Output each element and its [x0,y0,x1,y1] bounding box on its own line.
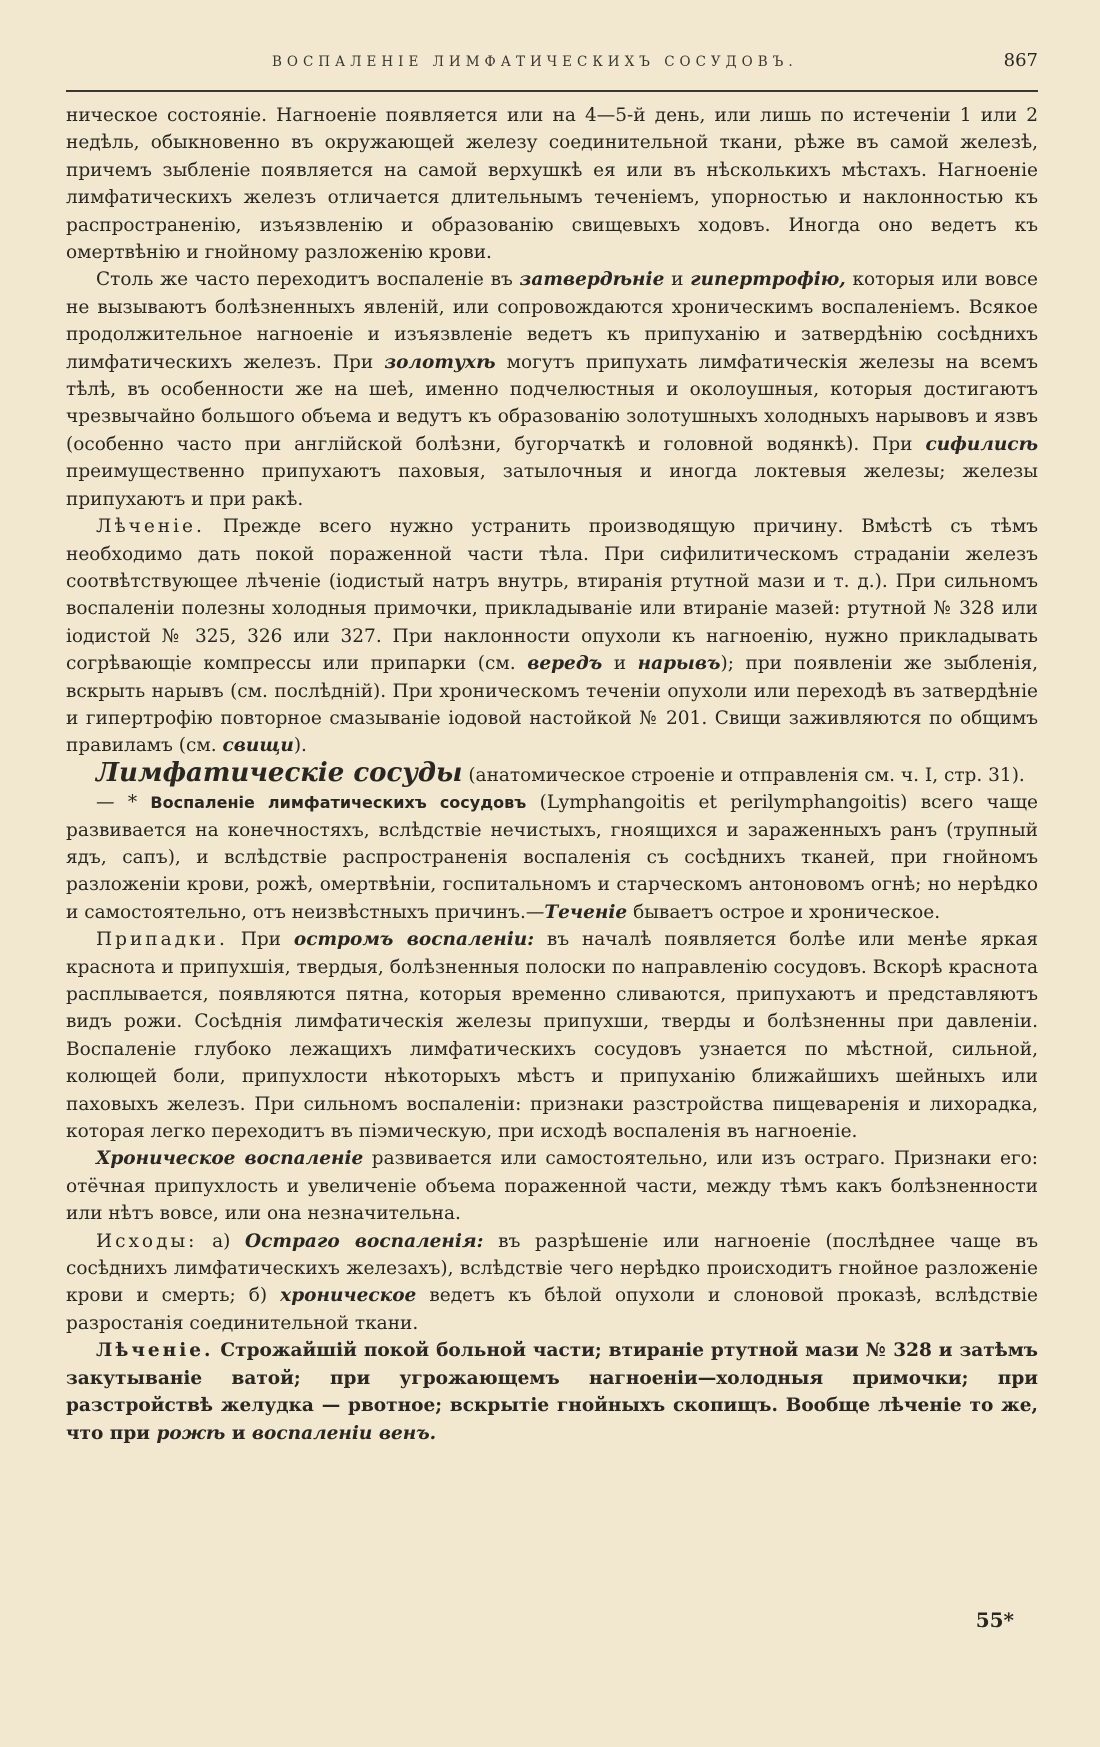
header-rule [66,90,1038,92]
paragraph-outcomes: Исходы: а) Остраго воспаленія: въ разрѣшеніе или нагноеніе (послѣднее чаще въ сосѣднихъ лимфатическихъ железахъ), вслѣдствіе чего нерѣдко происходитъ гнойное разложеніе крови и смерть; б) хроническое ведетъ къ бѣлой опухоли и слоновой проказѣ, вслѣдствіе разростанія соединительной ткани. [66,1230,1039,1334]
paragraph-treatment-vessels: Лѣченіе. Строжайшій покой больной части; втираніе ртутной мази № 328 и затѣмъ закутываніе ватой; при угрожающемъ нагноеніи—холодныя примочки; при разстройствѣ желудка — рвотное; вскрытіе гнойныхъ скопищъ. Вообще лѣченіе то же, что при рожѣ и воспаленіи венъ. [66,1340,1038,1444]
page-header [66,50,1038,84]
paragraph-treatment-glands: Лѣченіе. Прежде всего нужно устранить производящую причину. Вмѣстѣ съ тѣмъ необходимо дать покой пораженной части тѣла. При сифилитическомъ страданіи железъ соотвѣтствующее лѣченіе (іодистый натръ внутрь, втиранія ртутной мази и т. д.). При сильномъ воспаленіи полезны холодныя примочки, прикладываніе или втираніе мазей: ртутной № 328 или іодистой № 325, 326 или 327. При наклонности опухоли къ нагноенію, нужно прикладывать согрѣвающіе компрессы или припарки (см. вередъ и нарывъ); при появленіи же зыбленія, вскрыть нарывъ (см. послѣдній). При хроническомъ теченіи опухоли или переходѣ въ затвердѣніе и гипертрофію повторное смазываніе іодовой настойкой № 201. Свищи заживляются по общимъ правиламъ (см. свищи). [66,516,1038,757]
page-number: 867 [1003,50,1038,71]
paragraph-lymphangitis: — * Воспаленіе лимфатическихъ сосудовъ (Lymphangoitis et perilymphangoitis) всего чаще развивается на конечностяхъ, вслѣдствіе нечистыхъ, гноящихся и зараженныхъ ранъ (трупный ядъ, сапъ), и вслѣдствіе распространенія воспаленія съ сосѣднихъ тканей, при гнойномъ разложеніи крови, рожѣ, омертвѣніи, госпитальномъ и старческомъ антоновомъ огнѣ; но нерѣдко и самостоятельно, отъ неизвѣстныхъ причинъ.—Теченіе бываетъ острое и хроническое. [66,792,1038,923]
paragraph-induration: Столь же часто переходитъ воспаленіе въ затвердѣніе и гипертрофію, которыя или вовсе не вызываютъ болѣзненныхъ явленій, или сопровождаются хроническимъ воспаленіемъ. Всякое продолжительное нагноеніе и изъязвленіе ведетъ къ припуханію и затвердѣнію сосѣднихъ лимфатическихъ железъ. При золотухѣ могутъ припухать лимфатическія железы на всемъ тѣлѣ, въ особенности же на шеѣ, именно подчелюстныя и околоушныя, которыя достигаютъ чрезвычайно большого объема и ведутъ къ образованію золотушныхъ холодныхъ нарывовъ и язвъ (особенно часто при англійской болѣзни, бугорчаткѣ и головной водянкѣ). При сифилисѣ преимущественно припухаютъ паховыя, затылочныя и иногда локтевыя железы; железы припухаютъ и при ракѣ. [66,269,1038,510]
signature-mark: 55* [975,1608,1014,1632]
paragraph-chronic: Хроническое воспаленіе развивается или самостоятельно, или изъ остраго. Признаки его: отёчная припухлость и увеличеніе объема пораженной части, между тѣмъ какъ болѣзненности или нѣтъ вовсе, или она незначительна. [66,1148,1038,1225]
running-title: ВОСПАЛЕНІЕ ЛИМФАТИЧЕСКИХЪ СОСУДОВЪ. [271,54,798,70]
paragraph-gland-suppuration: ническое состояніе. Нагноеніе появляется или на 4—5-й день, или лишь по истеченіи 1 или 2 недѣль, обыкновенно въ окружающей железу соединительной ткани, рѣже въ самой железѣ, причемъ зыбленіе появляется на самой верхушкѣ ея или въ нѣсколькихъ мѣстахъ. Нагноеніе лимфатическихъ железъ отличается длительнымъ теченіемъ, упорностью и наклонностью къ распространенію, изъязвленію и образованію свищевыхъ ходовъ. Иногда оно ведетъ къ омертвѣнію и гнойному разложенію крови. [66,105,1038,264]
paragraph-symptoms: Припадки. При остромъ воспаленіи: въ началѣ появляется болѣе или менѣе яркая краснота и припухшія, твердыя, болѣзненныя полоски по направленію сосудовъ. Вскорѣ краснота расплывается, появляются пятна, которыя временно сливаются, припухаютъ и представляютъ видъ рожи. Сосѣднія лимфатическія железы припухши, тверды и болѣзненны при давленіи. Воспаленіе глубоко лежащихъ лимфатическихъ сосудовъ узнается по мѣстной, сильной, колющей боли, припухлости нѣкоторыхъ мѣстъ и припуханію ближайшихъ шейныхъ или паховыхъ железъ. При сильномъ воспаленіи: признаки разстройства пищеваренія и лихорадка, которая легко переходитъ въ піэмическую, при исходѣ воспаленія въ нагноеніе. [66,929,1038,1143]
page-body [66,102,1038,1447]
section-heading-lymph-vessels: Лимфатическіе сосуды (анатомическое строеніе и отправленія см. ч. I, стр. 31). [96,757,1025,788]
